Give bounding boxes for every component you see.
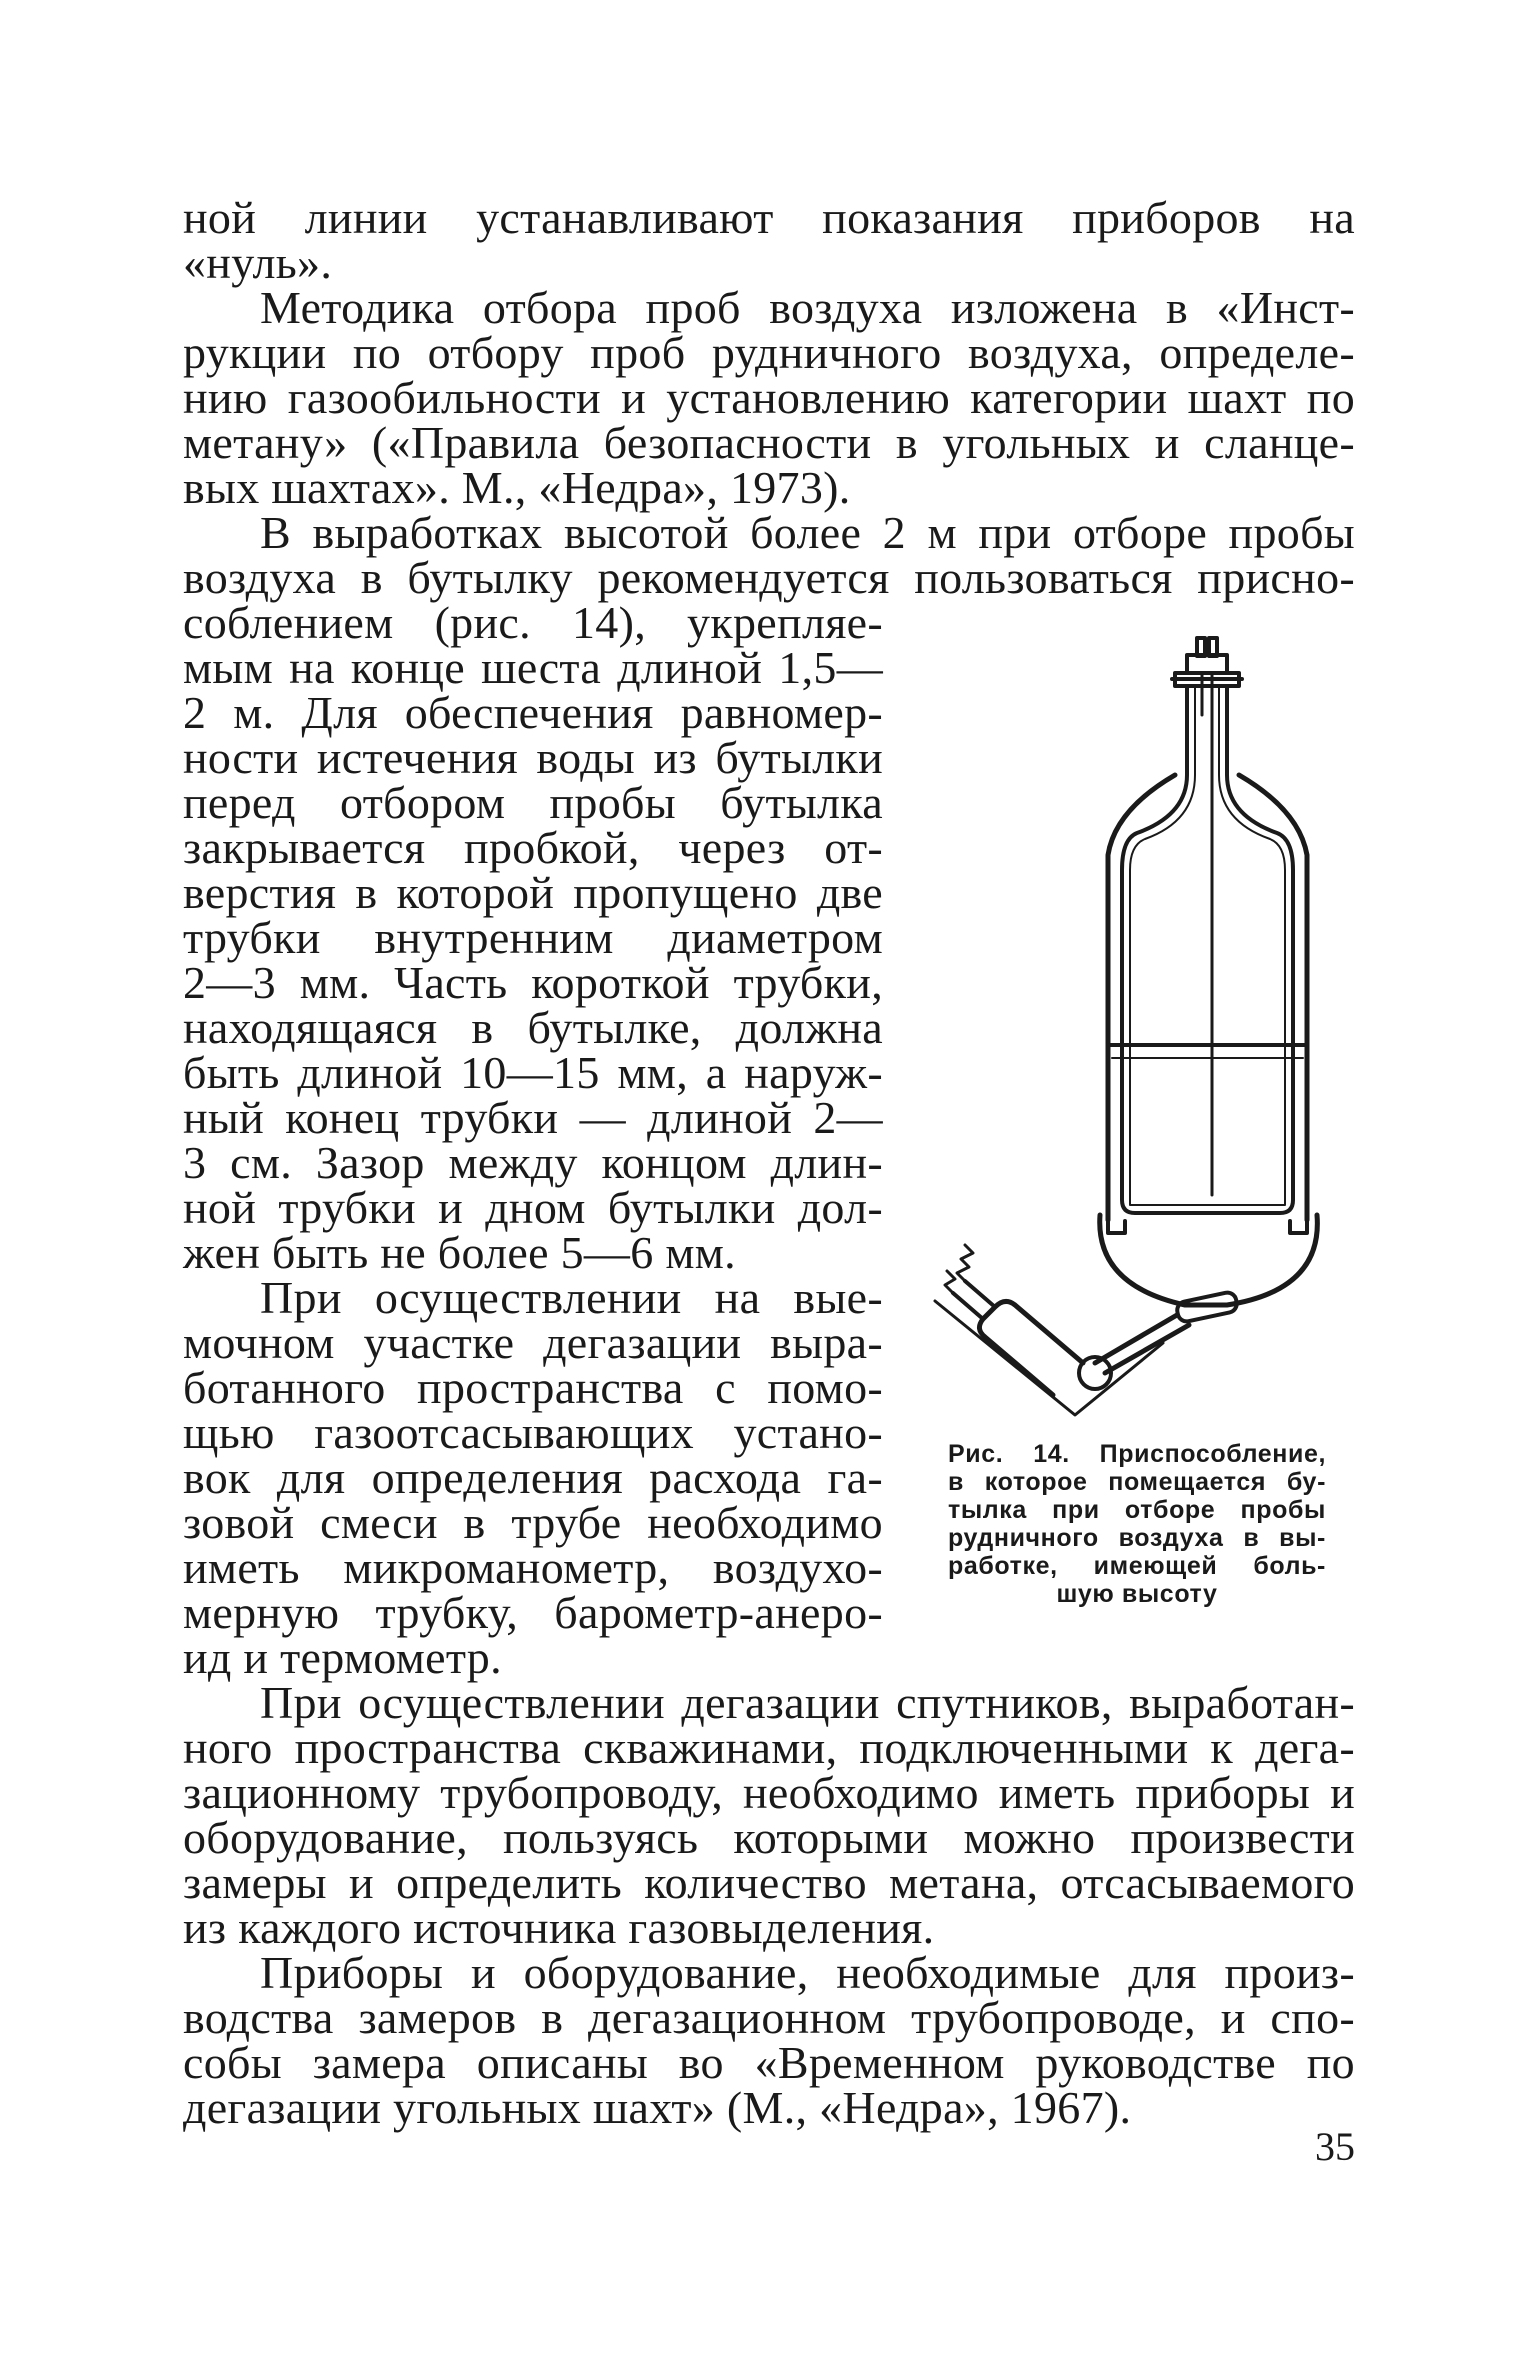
text-block-top [183,192,1355,603]
pole-break [957,1245,973,1281]
text-line: ного пространства скважинами, подключенными к дега- [183,1722,1355,1773]
text-line: вок для определения расхода га- [183,1452,883,1503]
text-line: из каждого источника газовыделения. [183,1902,935,1953]
text-line: оборудование, пользуясь которыми можно произвести [183,1812,1355,1863]
text-line: рукции по отбору проб рудничного воздуха, определе- [183,327,1355,378]
text-line: воздуха в бутылку рекомендуется пользоваться присно- [183,552,1355,603]
text-line: зационному трубопроводу, необходимо иметь приборы и [183,1767,1355,1818]
text-line: мым на конце шеста длиной 1,5— [183,642,883,693]
paragraph-start-line: Приборы и оборудование, необходимые для произ- [260,1947,1355,1998]
text-line: перед отбором пробы бутылка [183,777,883,828]
caption-line: Рис. 14. Приспособление, [948,1440,1326,1468]
stopper [1187,655,1227,673]
figure-caption [948,1440,1326,1608]
paragraph-start-line: При осуществлении на вые- [260,1272,883,1323]
text-line: ности истечения воды из бутылки [183,732,883,783]
text-line: 2 м. Для обеспечения равномер- [183,687,883,738]
text-line: метану» («Правила безопасности в угольных и сланце- [183,417,1355,468]
bottle-holder-drawing [925,625,1345,1425]
text-line: жен быть не более 5—6 мм. [183,1227,736,1278]
text-line: нию газообильности и установлению категории шахт по [183,372,1355,423]
clip-left [1108,1220,1125,1233]
text-line: дегазации угольных шахт» (М., «Недра», 1967). [183,2082,1132,2133]
text-block-bottom [183,1677,1355,2133]
caption-line: шую высоту [1056,1580,1218,1608]
text-line: мочном участке дегазации выра- [183,1317,883,1368]
paragraph-start-line: При осуществлении дегазации спутников, выработан- [260,1677,1355,1728]
caption-line: рудничного воздуха в вы- [948,1524,1326,1552]
caption-line: в которое помещается бу- [948,1468,1326,1496]
text-line: верстия в которой пропущено две [183,867,883,918]
text-line: собы замера описаны во «Временном руководстве по [183,2037,1355,2088]
text-line: ботанного пространства с помо- [183,1362,883,1413]
text-line: ид и термометр. [183,1632,502,1683]
text-line: соблением (рис. 14), укрепляе- [183,597,883,648]
bottle-outline [1122,686,1293,1213]
text-line: иметь микроманометр, воздухо- [183,1542,883,1593]
text-line: щью газоотсасывающих устано- [183,1407,883,1458]
text-line: ной трубки и дном бутылки дол- [183,1182,883,1233]
text-line: ный конец трубки — длиной 2— [183,1092,883,1143]
text-line: вых шахтах». М., «Недра», 1973). [183,462,851,513]
text-line: мерную трубку, барометр-анеро- [183,1587,883,1638]
caption-line: тылка при отборе пробы [948,1496,1326,1524]
paragraph-start-line: В выработках высотой более 2 м при отборе пробы [260,507,1355,558]
text-line: трубки внутренним диаметром [183,912,883,963]
caption-line: работке, имеющей боль- [948,1552,1326,1580]
text-line: ной линии устанавливают показания приборов на [183,192,1355,243]
page-number: 35 [1315,2124,1355,2169]
text-line: зовой смеси в трубе необходимо [183,1497,883,1548]
bottle-inner-wall [1130,686,1285,1205]
text-line: находящаяся в бутылке, должна [183,1002,883,1053]
text-block-wrapped [183,597,883,1683]
clip-right [1290,1220,1307,1233]
paragraph-start-line: Методика отбора проб воздуха изложена в «Инст- [260,282,1355,333]
figure-14-bottle-holder [925,625,1345,1425]
text-line: водства замеров в дегазационном трубопроводе, и спо- [183,1992,1355,2043]
pole-break-2 [945,1271,955,1293]
text-line: быть длиной 10—15 мм, а наруж- [183,1047,883,1098]
text-line: «нуль». [183,237,333,288]
text-line: 2—3 мм. Часть короткой трубки, [183,957,883,1008]
text-line: замеры и определить количество метана, отсасываемого [183,1857,1355,1908]
text-line: закрывается пробкой, через от- [183,822,883,873]
holder-rod-right [1239,775,1307,1220]
text-line: 3 см. Зазор между концом длин- [183,1137,883,1188]
cradle [1100,1215,1318,1305]
